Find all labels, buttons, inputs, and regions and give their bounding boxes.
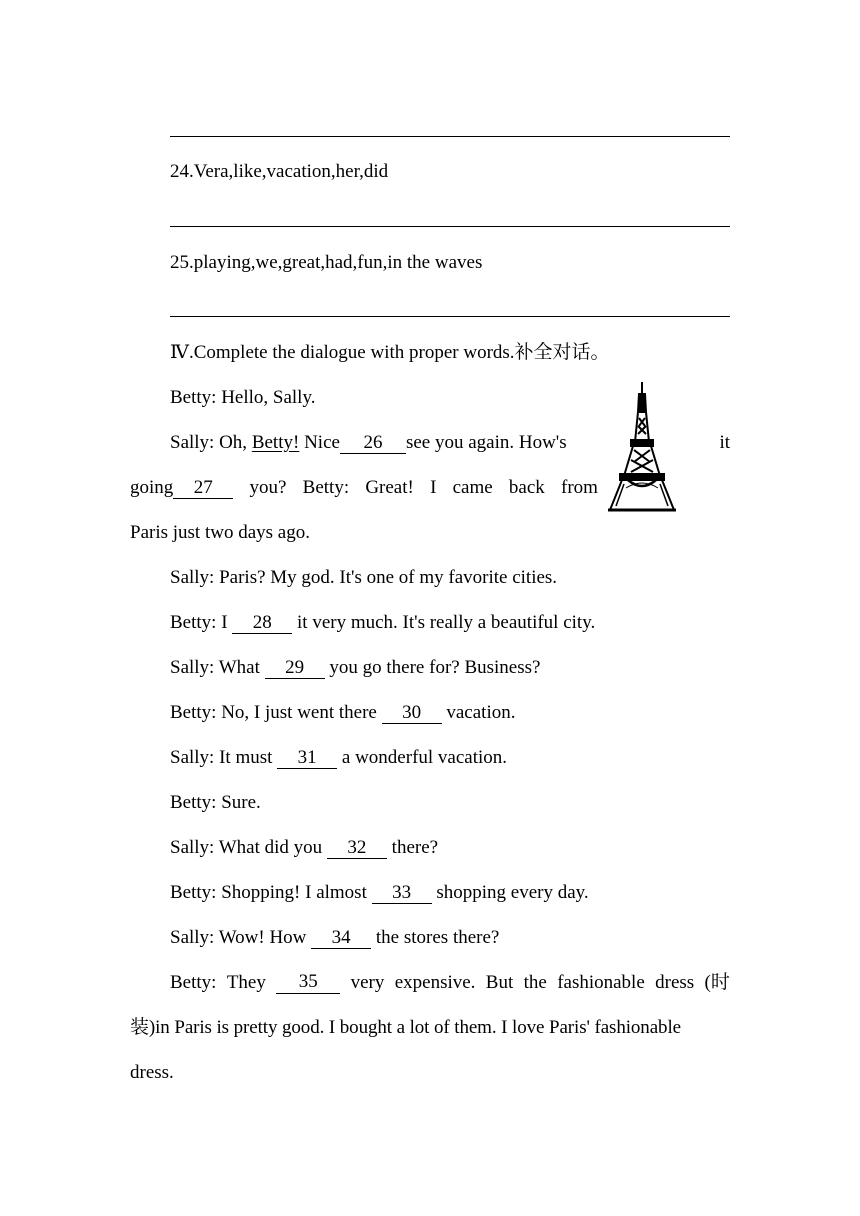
dialogue-line: Betty: They 35 very expensive. But the fashionable dress (时 xyxy=(170,971,730,993)
dialogue-line: Betty: Shopping! I almost 33 shopping every day. xyxy=(170,882,589,903)
blank-35[interactable]: 35 xyxy=(276,972,340,994)
blank-29[interactable]: 29 xyxy=(265,658,325,679)
blank-26[interactable]: 26 xyxy=(340,433,406,454)
answer-line-23[interactable] xyxy=(170,136,730,137)
blank-32[interactable]: 32 xyxy=(327,838,387,859)
dialogue-line: dress. xyxy=(130,1062,174,1083)
question-24: 24.Vera,like,vacation,her,did xyxy=(170,161,389,182)
dialogue-line: Sally: Paris? My god. It's one of my favorite cities. xyxy=(170,567,558,588)
blank-34[interactable]: 34 xyxy=(311,928,371,949)
question-25: 25.playing,we,great,had,fun,in the waves xyxy=(170,252,483,273)
blank-27[interactable]: 27 xyxy=(173,478,233,499)
dialogue-line: Betty: Hello, Sally. xyxy=(170,387,316,408)
dialogue-line: Sally: Oh, Betty! Nice 26 see you again. How's it xyxy=(170,432,730,453)
dialogue-line: Sally: It must 31 a wonderful vacation. xyxy=(170,747,508,768)
blank-31[interactable]: 31 xyxy=(277,748,337,769)
dialogue-line: Betty: I 28 it very much. It's really a beautiful city. xyxy=(170,612,596,633)
answer-line-24[interactable] xyxy=(170,226,730,227)
blank-30[interactable]: 30 xyxy=(382,703,442,724)
betty-underlined: Betty! xyxy=(251,432,300,453)
dialogue-line: 装)in Paris is pretty good. I bought a lot of them. I love Paris' fashionable xyxy=(130,1017,681,1038)
dialogue-line: Sally: What 29 you go there for? Business? xyxy=(170,657,541,678)
dialogue-line: Sally: Wow! How 34 the stores there? xyxy=(170,927,500,948)
dialogue-line: Betty: No, I just went there 30 vacation. xyxy=(170,702,516,723)
dialogue-line: Betty: Sure. xyxy=(170,792,261,813)
section-heading: Ⅳ.Complete the dialogue with proper words.补全对话。 xyxy=(170,342,610,363)
eiffel-tower-icon xyxy=(606,380,678,514)
dialogue-line: Sally: What did you 32 there? xyxy=(170,837,439,858)
blank-33[interactable]: 33 xyxy=(372,883,432,904)
answer-line-25[interactable] xyxy=(170,316,730,317)
dialogue-segment: Sally: Oh, Betty! Nice 26 see you again. How's xyxy=(170,432,567,453)
dialogue-line: going 27 you? Betty: Great! I came back from xyxy=(130,477,598,498)
blank-28[interactable]: 28 xyxy=(232,613,292,634)
dialogue-line: Paris just two days ago. xyxy=(130,522,310,543)
